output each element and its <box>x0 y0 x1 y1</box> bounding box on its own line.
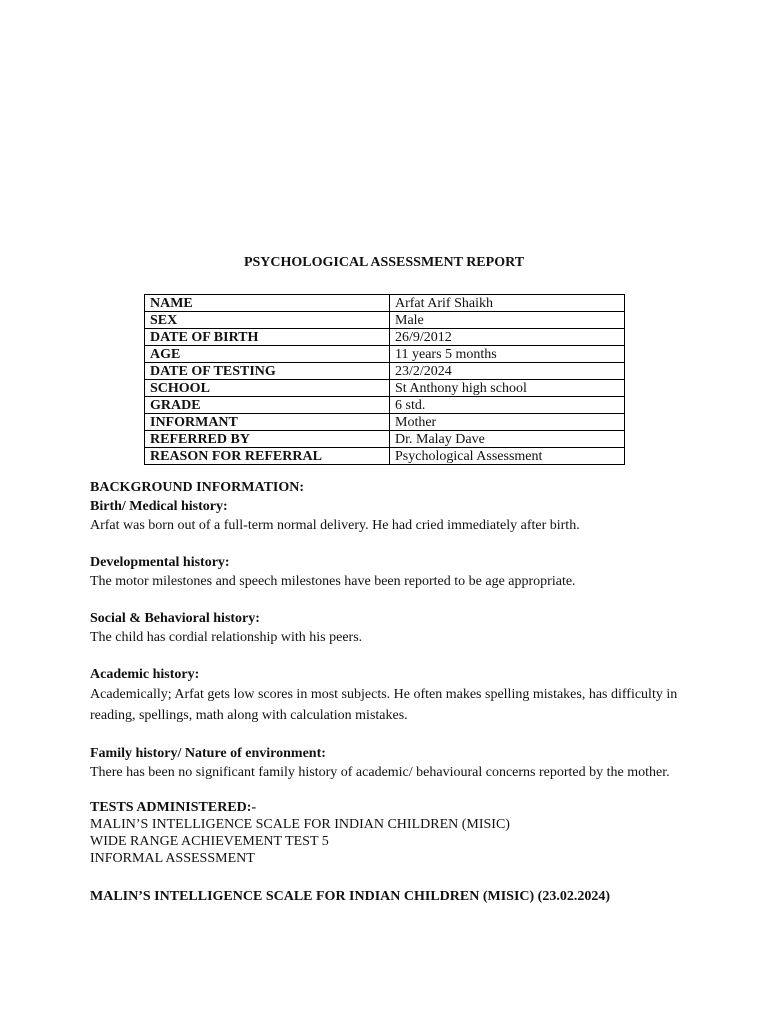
academic-history-text-line-1: Academically; Arfat gets low scores in most subjects. He often makes spelling mistakes, has difficulty in <box>90 687 678 702</box>
row-label-testing-date: DATE OF TESTING <box>145 363 390 380</box>
misic-section-heading: MALIN’S INTELLIGENCE SCALE FOR INDIAN CHILDREN (MISIC) (23.02.2024) <box>90 889 610 904</box>
table-row <box>145 329 625 346</box>
birth-history-heading: Birth/ Medical history: <box>90 499 228 514</box>
row-label-informant: INFORMANT <box>145 414 390 431</box>
row-label-reason: REASON FOR REFERRAL <box>145 448 390 465</box>
family-history-heading: Family history/ Nature of environment: <box>90 746 326 761</box>
row-label-grade: GRADE <box>145 397 390 414</box>
table-row <box>145 380 625 397</box>
academic-history-text-line-2: reading, spellings, math along with calculation mistakes. <box>90 708 408 723</box>
patient-info-table <box>144 294 625 465</box>
row-label-age: AGE <box>145 346 390 363</box>
row-value-informant: Mother <box>390 414 625 431</box>
report-body <box>90 478 690 906</box>
social-history-heading: Social & Behavioral history: <box>90 611 260 626</box>
row-value-name: Arfat Arif Shaikh <box>390 295 625 312</box>
table-row <box>145 414 625 431</box>
birth-history-text: Arfat was born out of a full-term normal delivery. He had cried immediately after birth. <box>90 518 580 533</box>
row-label-dob: DATE OF BIRTH <box>145 329 390 346</box>
table-row <box>145 346 625 363</box>
table-row <box>145 448 625 465</box>
report-title: PSYCHOLOGICAL ASSESSMENT REPORT <box>243 255 525 270</box>
test-item-informal: INFORMAL ASSESSMENT <box>90 851 255 866</box>
family-history-text: There has been no significant family history of academic/ behavioural concerns reported by the mother. <box>90 765 670 780</box>
row-label-sex: SEX <box>145 312 390 329</box>
table-row <box>145 363 625 380</box>
academic-history-heading: Academic history: <box>90 667 200 682</box>
row-label-name: NAME <box>145 295 390 312</box>
row-label-referred-by: REFERRED BY <box>145 431 390 448</box>
row-value-reason: Psychological Assessment <box>390 448 625 465</box>
test-item-wrat: WIDE RANGE ACHIEVEMENT TEST 5 <box>90 834 329 849</box>
tests-administered-heading: TESTS ADMINISTERED:- <box>90 800 257 815</box>
row-value-school: St Anthony high school <box>390 380 625 397</box>
developmental-history-text: The motor milestones and speech milestones have been reported to be age appropriate. <box>90 574 576 589</box>
row-value-age: 11 years 5 months <box>390 346 625 363</box>
table-row <box>145 397 625 414</box>
row-value-dob: 26/9/2012 <box>390 329 625 346</box>
table-row <box>145 312 625 329</box>
row-label-school: SCHOOL <box>145 380 390 397</box>
row-value-grade: 6 std. <box>390 397 625 414</box>
developmental-history-heading: Developmental history: <box>90 555 230 570</box>
table-row <box>145 431 625 448</box>
row-value-referred-by: Dr. Malay Dave <box>390 431 625 448</box>
social-history-text: The child has cordial relationship with his peers. <box>90 630 363 645</box>
row-value-sex: Male <box>390 312 625 329</box>
background-heading: BACKGROUND INFORMATION: <box>90 480 305 495</box>
row-value-testing-date: 23/2/2024 <box>390 363 625 380</box>
table-row <box>145 295 625 312</box>
test-item-misic: MALIN’S INTELLIGENCE SCALE FOR INDIAN CHILDREN (MISIC) <box>90 817 510 832</box>
